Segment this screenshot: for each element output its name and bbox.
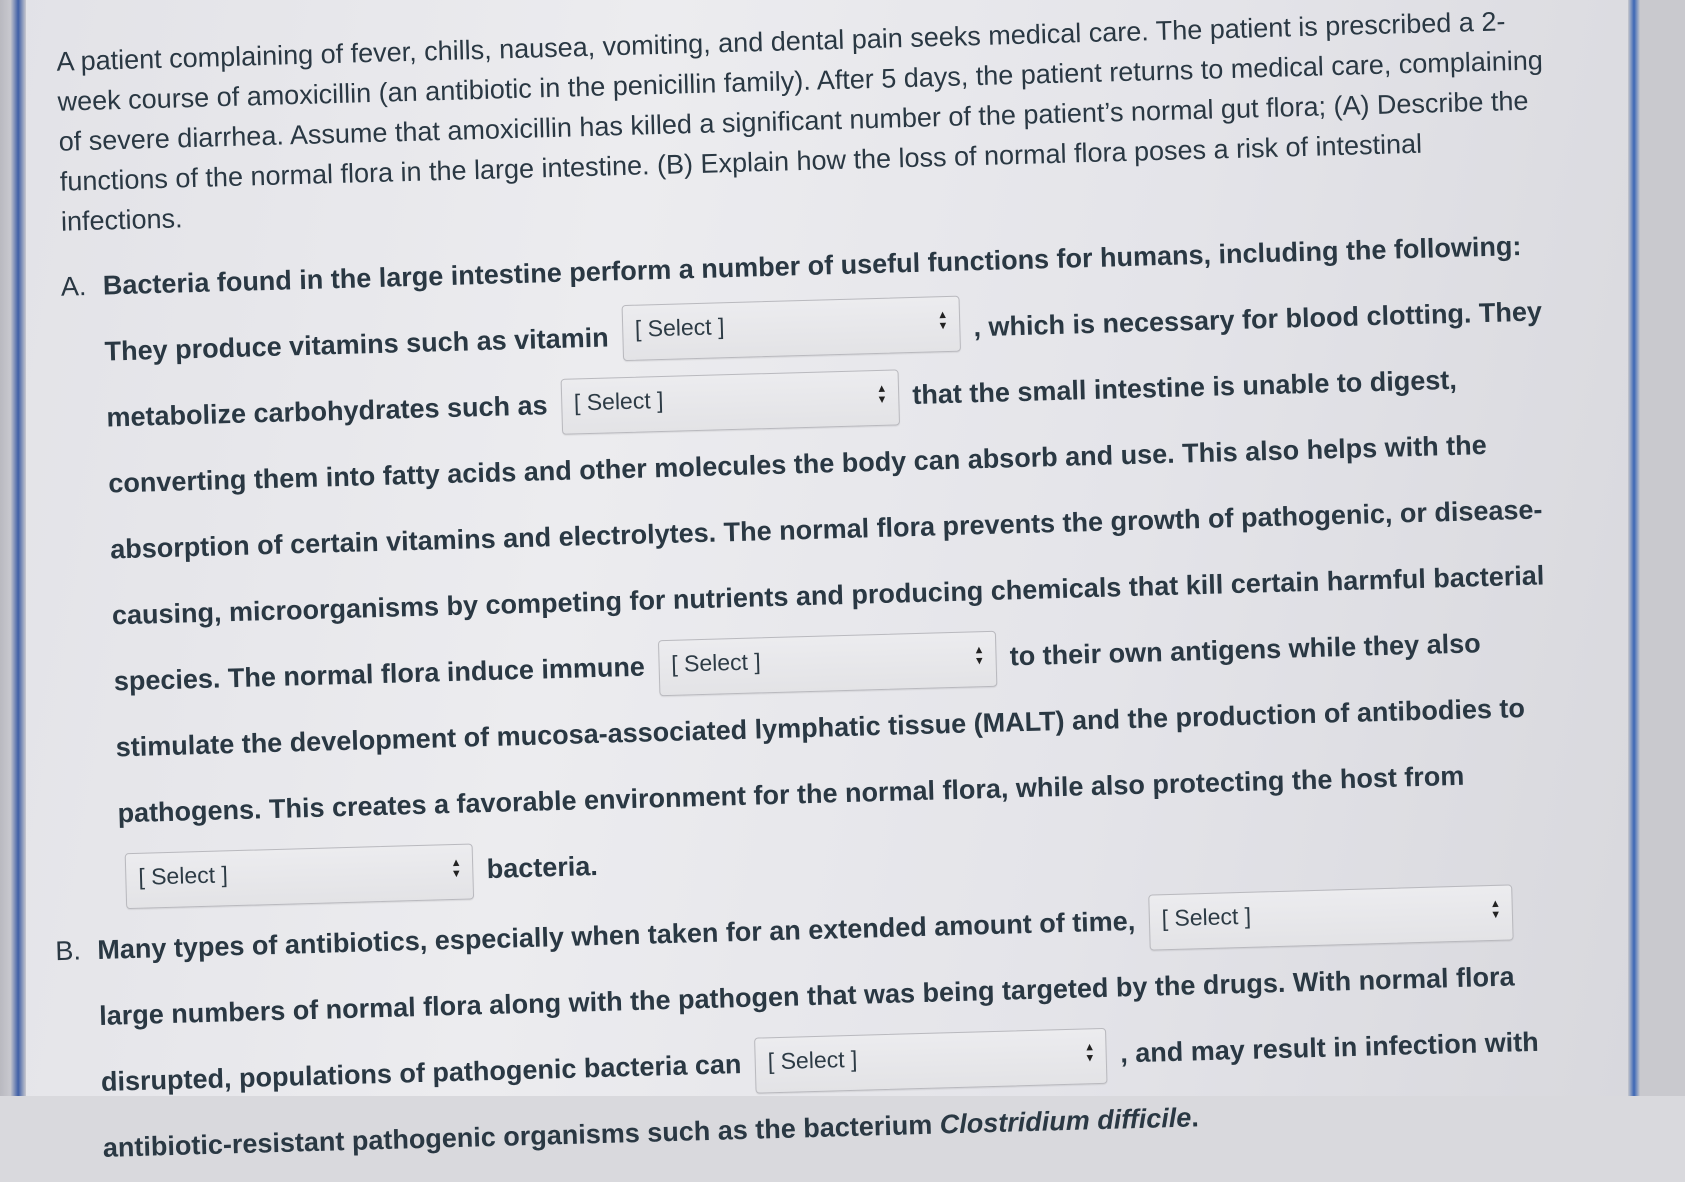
part-a-text-2: , which is necessary for blood clotting. They metabolize carbohydrates such as [106,296,1543,433]
part-b-text-2: large numbers of normal flora along with the pathogen that was being targeted by the drugs. With normal flora disrupted, populations of pathogenic bacteria can [98,961,1515,1097]
question-prompt: A patient complaining of fever, chills, nausea, vomiting, and dental pain seeks medical care. The patient is prescribed a 2-week course of amoxicillin (an antibiotic in the penicillin family). After 5 days, the patient returns to medical care, complaining of severe diarrhea. Assume that amoxicillin has killed a significant number of the patient’s normal gut flora; (A) Describe the functions of the normal flora in the large intestine. (B) Explain how the loss of normal flora poses a risk of intestinal infections. [56,6,1544,237]
part-b-marker: B. [54,935,82,967]
select-placeholder: [ Select ] [767,1045,858,1075]
part-b-text-1: Many types of antibiotics, especially when taken for an extended amount of time, [96,905,1136,965]
part-a-text-3: that the small intestine is unable to digest, converting them into [107,364,1458,499]
question-part-a [60,212,1590,914]
fill-in-list [54,210,1639,1181]
part-a-text-4: fatty acids and other molecules the body can absorb and use. This also helps with the absorption of certain vitamins and electrolytes. The normal flora prevents the growth of pathogenic, or disease-causing, microorganisms by competing for nutrients and producing chemicals that kill certain harmful bacterial species. The normal flora induce immune [109,429,1545,697]
updown-arrows-icon: ▲ ▼ [450,856,462,880]
part-b-text-3: , and may result in infection with antibiotic-resistant pathogenic organisms such as the bacterium [102,1026,1540,1163]
part-a-text-6: bacteria. [486,850,599,885]
question-part-b [54,876,1573,1182]
select-dropdown-host-protection[interactable] [125,843,474,909]
updown-arrows-icon: ▲ ▼ [1083,1041,1096,1065]
select-dropdown-vitamin[interactable] [621,296,960,361]
select-placeholder: [ Select ] [137,861,229,890]
part-a-marker: A. [60,271,87,302]
part-a-text-5: to their own antigens while they also stimulate the development of mucosa-associated lymphatic tissue (MALT) and the production of antibodies to pathogens. This creates a favorable environment for the normal flora, while also protecting the host from [115,628,1526,829]
select-dropdown-carbohydrates[interactable] [560,369,899,434]
select-placeholder: [ Select ] [573,386,664,416]
part-a-text-1: Bacteria found in the large intestine perform a number of useful functions for humans, including the following: They produce vitamins such as vitamin [102,230,1522,367]
updown-arrows-icon: ▲ ▼ [876,382,888,406]
window-left-border [0,0,26,1096]
select-placeholder: [ Select ] [1161,902,1252,932]
updown-arrows-icon: ▲ ▼ [973,643,985,668]
select-placeholder: [ Select ] [634,313,725,342]
quiz-question-content [48,0,1639,1182]
select-dropdown-antibiotic-effect[interactable] [1148,884,1513,950]
updown-arrows-icon: ▲ ▼ [937,308,949,333]
part-b-text-end: . [1190,1102,1200,1133]
updown-arrows-icon: ▲ ▼ [1489,897,1502,921]
select-dropdown-pathogen-growth[interactable] [754,1028,1107,1094]
right-margin [1640,0,1685,1096]
part-b-organism-name: Clostridium difficile [939,1102,1192,1140]
select-dropdown-immune[interactable] [658,631,997,696]
select-placeholder: [ Select ] [670,648,762,677]
